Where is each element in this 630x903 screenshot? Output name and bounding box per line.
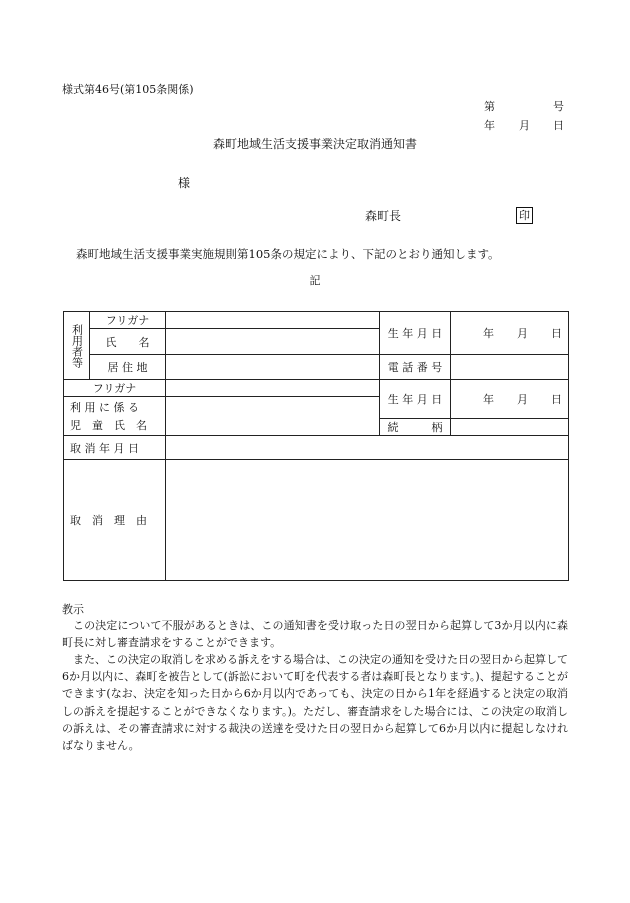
child-birth-year-label: 年	[483, 393, 494, 406]
notice-paragraph-1-text: この決定について不服があるときは、この通知書を受け取った日の翌日から起算して3か月以内に森町長に対し審査請求をすることができます。	[62, 619, 568, 650]
furigana-label: フリガナ	[90, 312, 166, 329]
user-group-cell	[64, 312, 90, 380]
child-birth-month-label: 月	[517, 393, 528, 406]
cancel-reason-label: 取 消 理 由	[64, 460, 166, 581]
child-birth-date-label: 生 年 月 日	[387, 393, 443, 406]
user-group-label: 利用者等	[70, 323, 84, 368]
intro-text: 森町地域生活支援事業実施規則第105条の規定により、下記のとおり通知します。	[76, 247, 500, 261]
birth-date-label-cell	[380, 312, 451, 355]
residence-value	[166, 355, 380, 380]
child-birth-day-label: 日	[551, 393, 562, 406]
name-value	[166, 329, 380, 355]
notice-paragraph-2	[62, 651, 568, 754]
birth-date-value	[451, 312, 569, 355]
cancel-date-label: 取 消 年 月 日	[64, 436, 166, 460]
issue-month-label: 月	[519, 119, 530, 132]
child-name-label-line1: 利 用 に 係 る	[70, 401, 139, 414]
child-birth-date-label-cell	[380, 380, 451, 419]
seal-mark: 印	[516, 207, 533, 224]
name-label: 氏 名	[90, 329, 166, 355]
phone-label: 電 話 番 号	[380, 355, 451, 380]
relation-label: 続 柄	[380, 419, 451, 436]
cancel-reason-value	[166, 460, 569, 581]
child-furigana-label: フリガナ	[64, 380, 166, 397]
birth-month-label: 月	[517, 327, 528, 340]
addressee-honorific: 様	[178, 176, 191, 190]
number-prefix: 第	[484, 100, 495, 113]
notice-heading: 教示	[62, 603, 84, 616]
child-name-value	[166, 397, 380, 436]
notice-paragraph-2-text: また、この決定の取消しを求める訴えをする場合は、この決定の通知を受けた日の翌日から起算して6か月以内に、森町を被告として(訴訟において町を代表する者は森町長となります。)、提起することができます(なお、決定を知った日から6か月以内であっても、決定の日から1年を経過すると決定の取消しの訴えを提起することができなくなります。)。ただし、審査請求をした場合には、この決定の取消しの訴えは、その審査請求に対する裁決の送達を受けた日の翌日から起算して6か月以内に提起しなければなりません。	[62, 653, 568, 753]
birth-day-label: 日	[551, 327, 562, 340]
relation-value	[451, 419, 569, 436]
furigana-value	[166, 312, 380, 329]
cancellation-details-table	[63, 311, 569, 581]
issue-day-label: 日	[553, 119, 564, 132]
child-furigana-value	[166, 380, 380, 397]
child-name-label-line2: 児 童 氏 名	[70, 419, 147, 432]
ki-marker: 記	[309, 274, 321, 287]
number-suffix: 号	[553, 100, 564, 113]
issuer-name: 森町長	[365, 209, 402, 223]
residence-label: 居 住 地	[90, 355, 166, 380]
child-birth-date-value	[451, 380, 569, 419]
child-name-label-cell	[64, 397, 166, 436]
document-title: 森町地域生活支援事業決定取消通知書	[212, 137, 417, 151]
form-number: 様式第46号(第105条関係)	[62, 83, 194, 96]
cancel-date-value	[166, 436, 569, 460]
birth-year-label: 年	[483, 327, 494, 340]
notice-paragraph-1	[62, 617, 568, 651]
birth-date-label: 生 年 月 日	[387, 327, 443, 340]
issue-year-label: 年	[484, 119, 495, 132]
phone-value	[451, 355, 569, 380]
